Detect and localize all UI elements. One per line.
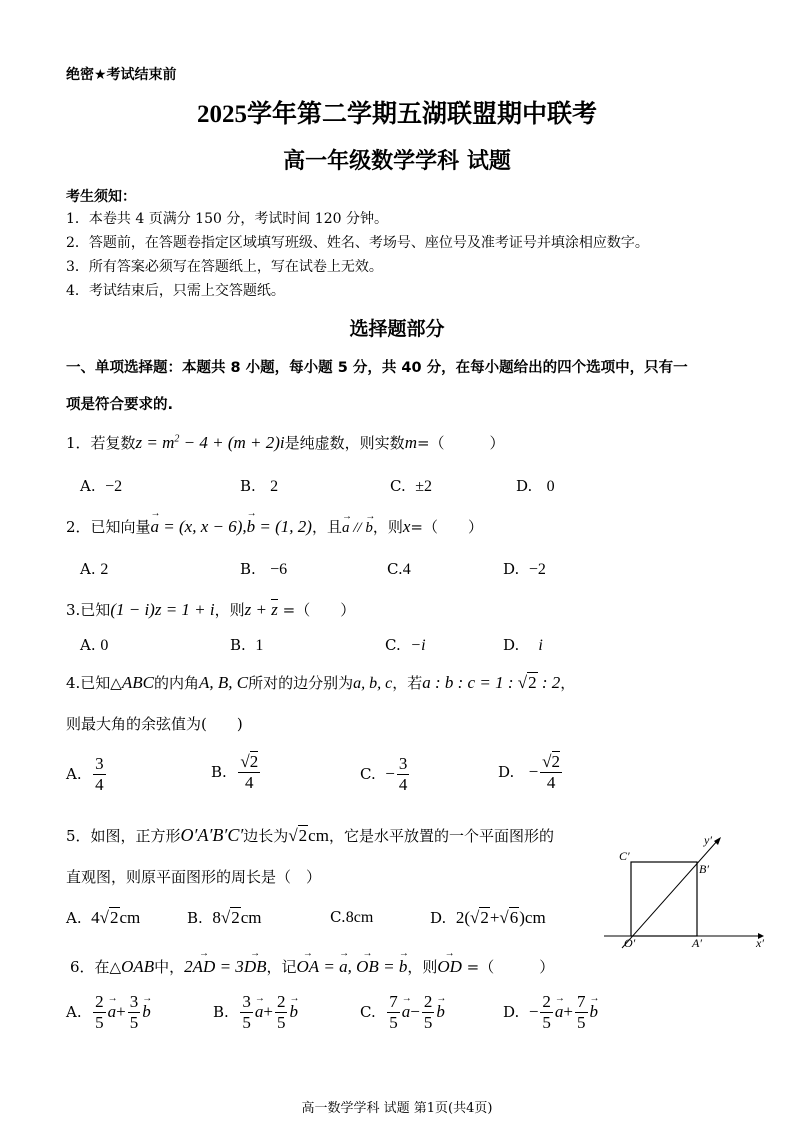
part1-instructions: 一、单项选择题：本题共 8 小题，每小题 5 分，共 40 分，在每小题给出的四个选项中，只有一: [66, 360, 688, 376]
notice-item: 3．所有答案必须写在答题纸上，写在试卷上无效。: [66, 259, 383, 275]
exam-subtitle: 高一年级数学学科 试题: [283, 148, 511, 174]
q1-option-c[interactable]: C. ±2: [390, 477, 433, 495]
question-2: 2．已知向量→ a = (x, x − 6),→ b = (1, 2)，且→ a // → b，则x=（ ）: [66, 516, 483, 537]
q6-option-b[interactable]: B. $\frac{3}{5}$ → a + $\frac{2}{5}$ → b: [213, 993, 298, 1032]
confidential-label: 绝密★考试结束前: [66, 67, 177, 83]
square-oabc: [631, 862, 697, 936]
q3-expression: (1 − i)z = 1 + i: [110, 600, 215, 619]
exam-title: [0, 94, 794, 130]
label-b: B′: [699, 862, 709, 876]
notice-heading: 考生须知：: [66, 189, 136, 205]
q4-option-b[interactable]: B. $\frac{√2}{4}$: [211, 752, 259, 792]
label-x: x′: [756, 936, 764, 950]
q4-option-c[interactable]: C. − $\frac{3}{4}$: [360, 754, 408, 794]
q3-option-a[interactable]: A. 0: [80, 636, 109, 654]
notice-item: 4．考试结束后，只需上交答题纸。: [66, 283, 285, 299]
exam-title-year: 2025: [196, 101, 247, 128]
y-axis: [622, 840, 718, 948]
question-5: 5．如图，正方形O′A′B′C′边长为√2cm，它是水平放置的一个平面图形的: [66, 825, 554, 845]
label-c: C′: [619, 849, 630, 863]
q1-option-a[interactable]: A. −2: [80, 477, 123, 495]
q2-option-a[interactable]: A. 2: [80, 560, 109, 578]
q3-option-c[interactable]: C. −i: [385, 636, 426, 654]
q1-variable: m: [404, 433, 417, 452]
section-title: 选择题部分: [349, 318, 445, 340]
label-o: O′: [624, 936, 636, 950]
q5-figure: [600, 832, 770, 952]
q5-option-c[interactable]: C.8cm: [330, 908, 374, 926]
question-4: 4.已知△ABC的内角A, B, C所对的边分别为a, b, c，若a : b : c = 1 : √2 : 2，: [66, 673, 576, 692]
q1-text: 是纯虚数，则实数: [284, 434, 405, 452]
question-4-cont: 则最大角的余弦值为( ): [66, 715, 243, 733]
label-y: y′: [704, 833, 712, 847]
question-3: 3.已知(1 − i)z = 1 + i，则z + z =（ ）: [66, 600, 356, 619]
q6-option-c[interactable]: C. $\frac{7}{5}$ → a − $\frac{2}{5}$ → b: [360, 993, 445, 1032]
q2-expression: → a = (x, x − 6),→ b = (1, 2): [151, 517, 312, 536]
q1-blank: =（ ）: [416, 434, 505, 452]
q5-option-a[interactable]: A. 4√2cm: [66, 908, 141, 927]
q6-condition: 2→ AD = 3→ DB: [184, 957, 266, 976]
question-5-cont: 直观图，则原平面图形的周长是（ ）: [66, 868, 322, 886]
notice-item: 2．答题前，在答题卷指定区域填写班级、姓名、考场号、座位号及准考证号并填涂相应数字。: [66, 235, 649, 251]
q4-ratio: a : b : c = 1 : √2 : 2: [422, 673, 561, 692]
question-1: [66, 432, 505, 453]
question-6: 6．在△OAB中，2→ AD = 3→ DB，记→ OA = → a, → OB = → b，则→ OD =（ ）: [70, 956, 554, 977]
q5-shape: O′A′B′C′: [180, 825, 244, 845]
page-footer: 高一数学学科 试题 第1页(共4页): [301, 1101, 493, 1116]
q4-option-d[interactable]: D. − $\frac{√2}{4}$: [498, 752, 561, 792]
q1-expression: $z = m^2 - 4 + (m + 2)i$: [135, 433, 285, 452]
q3-option-b[interactable]: B. 1: [230, 636, 264, 654]
q1-option-d[interactable]: D. 0: [516, 477, 555, 495]
notice-item: 1．本卷共 4 页满分 150 分，考试时间 120 分钟。: [66, 211, 388, 227]
q5-option-b[interactable]: B. 8√2cm: [187, 908, 262, 927]
q4-option-a[interactable]: A. $\frac{3}{4}$: [66, 754, 104, 794]
q5-option-d[interactable]: D. 2(√2+√6)cm: [430, 908, 546, 927]
q6-option-a[interactable]: A. $\frac{2}{5}$ → a + $\frac{3}{5}$ → b: [66, 993, 151, 1032]
exam-title-rest: 学年第二学期五湖联盟期中联考: [246, 99, 597, 128]
part1-instructions-cont: 项是符合要求的.: [66, 397, 174, 413]
q1-option-b[interactable]: B. 2: [240, 477, 279, 495]
label-a: A′: [692, 936, 702, 950]
q2-option-c[interactable]: C.4: [387, 560, 411, 578]
q2-option-b[interactable]: B. −6: [240, 560, 288, 578]
q1-number: 1．若复数: [66, 434, 136, 452]
q3-option-d[interactable]: D. i: [503, 636, 543, 654]
q6-option-d[interactable]: D. − $\frac{2}{5}$ → a + $\frac{7}{5}$ → b: [503, 993, 598, 1032]
q2-option-d[interactable]: D. −2: [503, 560, 546, 578]
